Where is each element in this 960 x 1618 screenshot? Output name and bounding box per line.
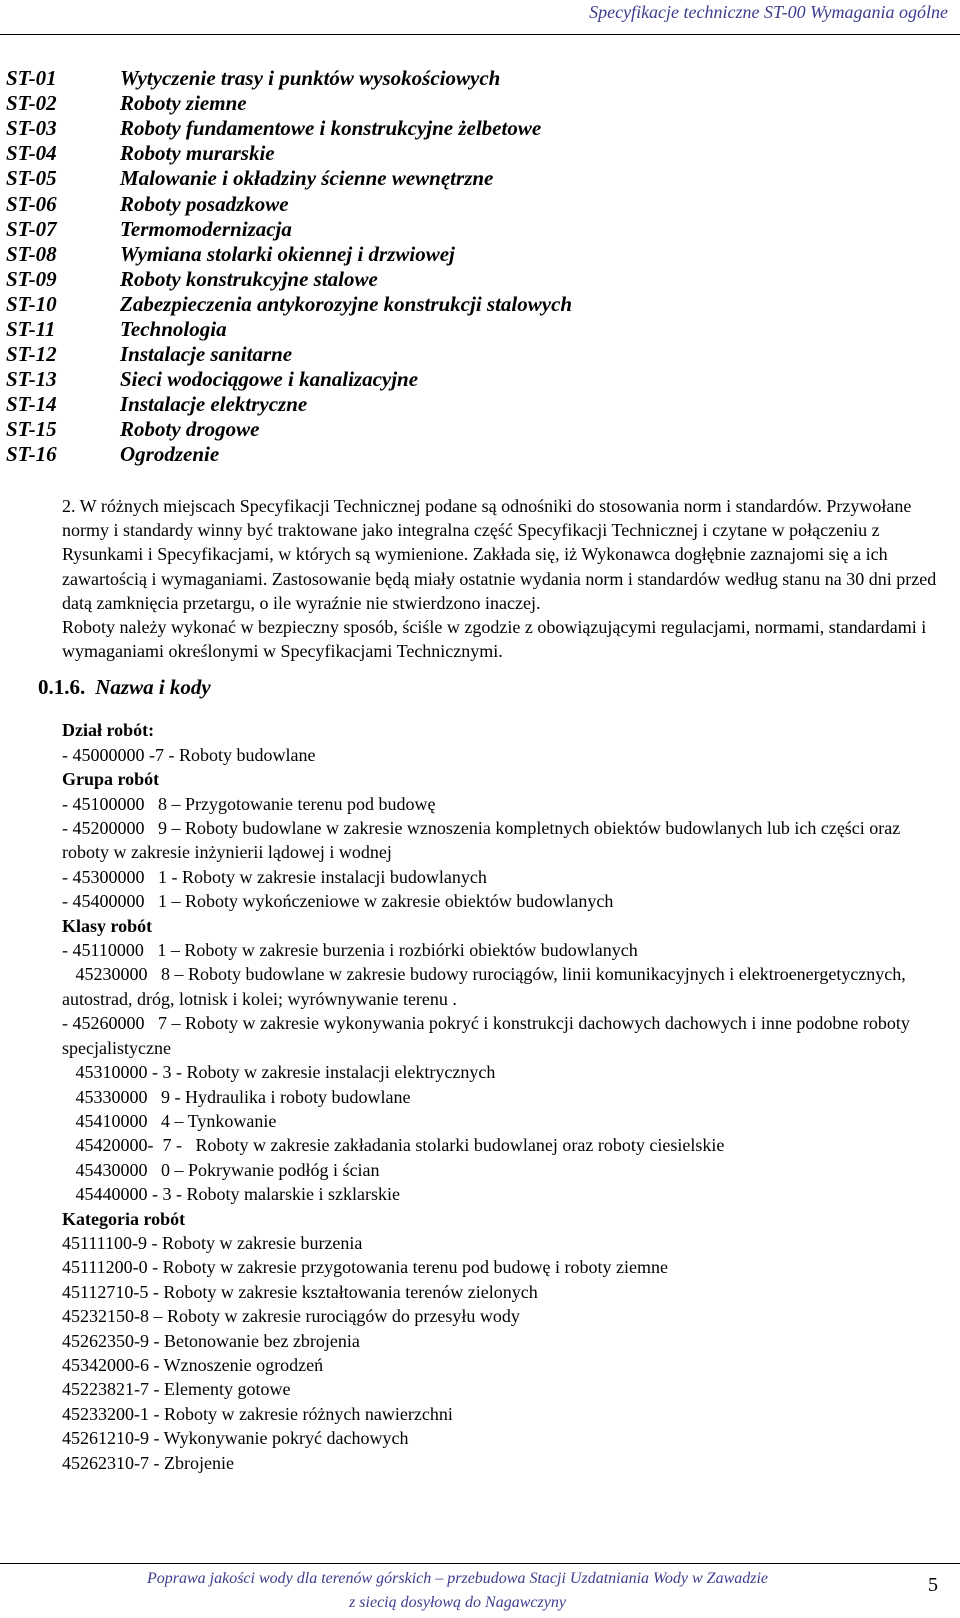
spec-row	[6, 317, 572, 342]
code-item: 45420000- 7 - Roboty w zakresie zakładania stolarki budowlanej oraz roboty ciesielskie	[62, 1135, 725, 1156]
code-item: 45430000 0 – Pokrywanie podłóg i ścian	[62, 1159, 380, 1180]
spec-row	[6, 166, 572, 191]
dzial-block	[62, 718, 947, 767]
spec-name: Malowanie i okładziny ścienne wewnętrzne	[120, 166, 494, 191]
section-heading	[38, 675, 947, 700]
code-item: - 45000000 -7 - Roboty budowlane	[62, 744, 316, 765]
page-number: 5	[928, 1574, 938, 1596]
code-item: 45112710-5 - Roboty w zakresie kształtowania terenów zielonych	[62, 1281, 538, 1302]
spec-name: Termomodernizacja	[120, 216, 292, 241]
spec-row	[6, 242, 572, 267]
code-item: 45261210-9 - Wykonywanie pokryć dachowych	[62, 1428, 409, 1449]
spec-row	[6, 191, 572, 216]
spec-list	[6, 66, 572, 468]
spec-row	[6, 116, 572, 141]
spec-code: ST-04	[6, 141, 57, 166]
klasy-heading: Klasy robót	[62, 915, 153, 936]
spec-code: ST-13	[6, 367, 57, 392]
code-item: 45223821-7 - Elementy gotowe	[62, 1379, 291, 1400]
code-item: 45410000 4 – Tynkowanie	[62, 1110, 277, 1131]
spec-code: ST-02	[6, 91, 57, 116]
code-item: 45310000 - 3 - Roboty w zakresie instalacji elektrycznych	[62, 1062, 496, 1083]
spec-row	[6, 66, 572, 91]
footer-line-2: z siecią dosyłową do Nagawczyny	[349, 1594, 566, 1611]
spec-name: Roboty posadzkowe	[120, 191, 289, 216]
section-number: 0.1.6.	[38, 675, 86, 700]
spec-code: ST-14	[6, 392, 57, 417]
code-item: - 45200000 9 – Roboty budowlane w zakresie wznoszenia kompletnych obiektów budowlanych lub ich części oraz roboty w zakresie inżynierii lądowej i wodnej	[62, 818, 905, 863]
dzial-heading: Dział robót:	[62, 720, 155, 741]
section-title: Nazwa i kody	[95, 675, 211, 700]
page-footer	[0, 1563, 960, 1618]
header-title: Specyfikacje techniczne ST-00 Wymagania ogólne	[589, 2, 948, 22]
spec-code: ST-03	[6, 116, 57, 141]
klasy-block	[62, 914, 947, 1207]
kategoria-block	[62, 1207, 947, 1475]
spec-row	[6, 392, 572, 417]
code-item: 45440000 - 3 - Roboty malarskie i szklarskie	[62, 1184, 400, 1205]
spec-row	[6, 342, 572, 367]
code-item: 45111200-0 - Roboty w zakresie przygotowania terenu pod budowę i roboty ziemne	[62, 1257, 669, 1278]
code-item: - 45100000 8 – Przygotowanie terenu pod budowę	[62, 793, 436, 814]
spec-name: Roboty fundamentowe i konstrukcyjne żelbetowe	[120, 116, 542, 141]
grupa-heading: Grupa robót	[62, 769, 160, 790]
spec-row	[6, 267, 572, 292]
spec-row	[6, 141, 572, 166]
spec-name: Instalacje elektryczne	[120, 392, 308, 417]
spec-name: Roboty drogowe	[120, 417, 260, 442]
code-item: - 45260000 7 – Roboty w zakresie wykonywania pokryć i konstrukcji dachowych dachowych i inne podobne roboty specjalistyczne	[62, 1013, 915, 1058]
paragraph-norms: 2. W różnych miejscach Specyfikacji Technicznej podane są odnośniki do stosowania norm i standardów. Przywołane normy i standardy winny być traktowane jako integralna część Specyfikacji Technicznej i czytane w połączeniu z Rysunkami i Specyfikacjami, w których są wymienione. Zakłada się, iż Wykonawca dogłębnie zaznajomi się a ich zawartością i wymaganiami. Zastosowanie będą miały ostatnie wydania norm i standardów według stanu na 30 dni przed datą zamknięcia przetargu, o ile wyraźnie nie stwierdzono inaczej.	[62, 496, 937, 613]
footer-line-1: Poprawa jakości wody dla terenów górskich – przebudowa Stacji Uzdatniania Wody w Zawadzie	[146, 1570, 769, 1587]
spec-code: ST-11	[6, 316, 56, 341]
spec-name: Roboty ziemne	[120, 91, 247, 116]
spec-name: Wymiana stolarki okiennej i drzwiowej	[120, 241, 455, 266]
spec-row	[6, 417, 572, 442]
code-item: - 45400000 1 – Roboty wykończeniowe w zakresie obiektów budowlanych	[62, 891, 614, 912]
spec-row	[6, 292, 572, 317]
code-item: 45232150-8 – Roboty w zakresie rurociągów do przesyłu wody	[62, 1306, 520, 1327]
spec-name: Wytyczenie trasy i punktów wysokościowych	[120, 66, 501, 91]
spec-row	[6, 442, 572, 467]
grupa-block	[62, 767, 947, 913]
code-item: 45233200-1 - Roboty w zakresie różnych nawierzchni	[62, 1403, 453, 1424]
spec-name: Sieci wodociągowe i kanalizacyjne	[120, 367, 419, 392]
spec-name: Ogrodzenie	[120, 442, 220, 467]
spec-row	[6, 91, 572, 116]
spec-name: Technologia	[120, 316, 227, 341]
kategoria-heading: Kategoria robót	[62, 1208, 186, 1229]
code-item: 45262350-9 - Betonowanie bez zbrojenia	[62, 1330, 360, 1351]
spec-name: Roboty murarskie	[120, 141, 275, 166]
spec-code: ST-12	[6, 342, 57, 367]
spec-code: ST-08	[6, 241, 57, 266]
paragraph-safety: Roboty należy wykonać w bezpieczny sposób, ściśle w zgodzie z obowiązującymi regulacjami, normami, standardami i wymaganiami określonymi w Specyfikacjami Technicznymi.	[62, 617, 927, 662]
spec-code: ST-07	[6, 216, 57, 241]
spec-code: ST-01	[6, 66, 57, 91]
spec-name: Instalacje sanitarne	[120, 342, 293, 367]
code-item: 45342000-6 - Wznoszenie ogrodzeń	[62, 1354, 324, 1375]
code-item: - 45110000 1 – Roboty w zakresie burzenia i rozbiórki obiektów budowlanych	[62, 940, 638, 961]
spec-code: ST-15	[6, 417, 57, 442]
page-header	[0, 0, 960, 35]
spec-name: Roboty konstrukcyjne stalowe	[120, 266, 378, 291]
spec-code: ST-10	[6, 291, 57, 316]
spec-row	[6, 367, 572, 392]
spec-row	[6, 217, 572, 242]
main-content	[38, 494, 947, 1475]
spec-name: Zabezpieczenia antykorozyjne konstrukcji stalowych	[120, 291, 573, 316]
code-item: 45262310-7 - Zbrojenie	[62, 1452, 234, 1473]
spec-code: ST-05	[6, 166, 57, 191]
code-item: 45230000 8 – Roboty budowlane w zakresie budowy rurociągów, linii komunikacyjnych i elektroenergetycznych, autostrad, dróg, lotnisk i kolei; wyrównywanie terenu .	[62, 964, 911, 1009]
spec-code: ST-06	[6, 191, 57, 216]
code-item: - 45300000 1 - Roboty w zakresie instalacji budowlanych	[62, 866, 487, 887]
spec-code: ST-09	[6, 266, 57, 291]
spec-code: ST-16	[6, 442, 57, 467]
code-item: 45111100-9 - Roboty w zakresie burzenia	[62, 1232, 363, 1253]
code-item: 45330000 9 - Hydraulika i roboty budowlane	[62, 1086, 411, 1107]
